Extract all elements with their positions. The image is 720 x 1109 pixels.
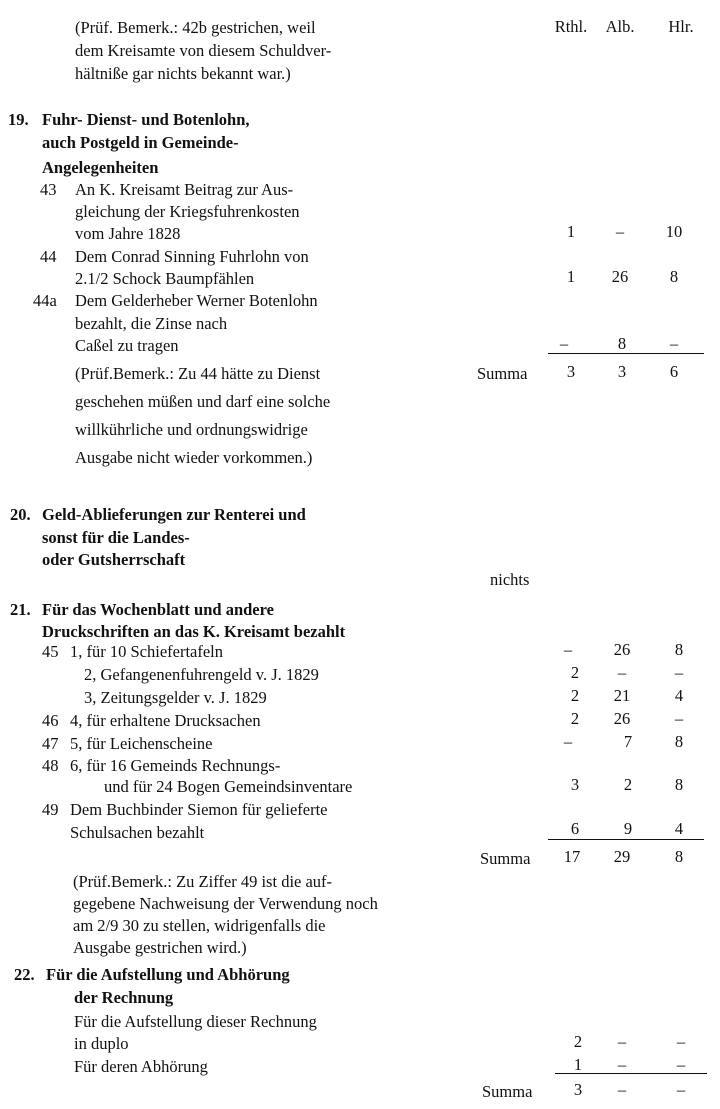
entry-text: Für die Aufstellung dieser Rechnung — [74, 1012, 317, 1031]
entry-number: 47 — [42, 734, 59, 753]
amount-hlr: 8 — [674, 732, 684, 751]
amount-alb: 26 — [611, 267, 629, 286]
note-line: (Prüf.Bemerk.: Zu Ziffer 49 ist die auf- — [73, 872, 333, 891]
note-line: Ausgabe nicht wieder vorkommen.) — [75, 448, 313, 467]
section-value: nichts — [490, 570, 530, 589]
amount-rthl: – — [563, 640, 573, 659]
summa-hlr: – — [676, 1080, 686, 1099]
entry-text: Für deren Abhörung — [74, 1057, 208, 1076]
entry-text: 2, Gefangenenfuhrengeld v. J. 1829 — [84, 665, 319, 684]
entry-text: 4, für erhaltene Drucksachen — [70, 711, 261, 730]
amount-hlr: 8 — [674, 775, 684, 794]
entry-text: 3, Zeitungsgelder v. J. 1829 — [84, 688, 267, 707]
amount-hlr: 4 — [674, 686, 684, 705]
summa-label: Summa — [477, 364, 528, 383]
summa-alb: – — [617, 1080, 627, 1099]
entry-number: 49 — [42, 800, 59, 819]
note-line: hältniße gar nichts bekannt war.) — [75, 64, 291, 83]
amount-rthl: 2 — [570, 686, 580, 705]
amount-hlr: – — [676, 1032, 686, 1051]
amount-rthl: 2 — [573, 1032, 583, 1051]
section-title: auch Postgeld in Gemeinde- — [42, 133, 239, 152]
amount-hlr: – — [676, 1055, 686, 1074]
entry-number: 46 — [42, 711, 59, 730]
sum-rule — [555, 1073, 707, 1074]
entry-text: vom Jahre 1828 — [75, 224, 181, 243]
sum-rule — [548, 353, 704, 354]
section-title: Angelegenheiten — [42, 158, 159, 177]
entry-text: Dem Buchbinder Siemon für gelieferte — [70, 800, 328, 819]
amount-rthl: 2 — [570, 663, 580, 682]
section-title: oder Gutsherrschaft — [42, 550, 186, 569]
section-number: 22. — [14, 965, 35, 984]
amount-rthl: 6 — [570, 819, 580, 838]
column-header-alb: Alb. — [605, 17, 635, 36]
amount-hlr: 10 — [665, 222, 683, 241]
entry-text: bezahlt, die Zinse nach — [75, 314, 228, 333]
section-number: 19. — [8, 110, 29, 129]
amount-alb: 7 — [623, 732, 633, 751]
section-title: Fuhr- Dienst- und Botenlohn, — [42, 110, 250, 129]
sum-rule — [548, 839, 704, 840]
note-line: Ausgabe gestrichen wird.) — [73, 938, 247, 957]
amount-rthl: 2 — [570, 709, 580, 728]
note-line: (Prüf. Bemerk.: 42b gestrichen, weil — [75, 18, 316, 37]
amount-hlr: 8 — [669, 267, 679, 286]
note-line: willkührliche und ordnungswidrige — [75, 420, 308, 439]
amount-alb: – — [617, 1032, 627, 1051]
amount-rthl: 1 — [566, 222, 576, 241]
summa-hlr: 8 — [674, 847, 684, 866]
amount-hlr: – — [669, 334, 679, 353]
section-number: 20. — [10, 505, 31, 524]
section-title: der Rechnung — [74, 988, 174, 1007]
summa-rthl: 17 — [563, 847, 581, 866]
note-line: dem Kreisamte von diesem Schuldver- — [75, 41, 332, 60]
summa-hlr: 6 — [669, 362, 679, 381]
entry-number: 48 — [42, 756, 59, 775]
entry-text: in duplo — [74, 1034, 129, 1053]
entry-text: Schulsachen bezahlt — [70, 823, 205, 842]
amount-alb: 21 — [613, 686, 631, 705]
amount-hlr: – — [674, 663, 684, 682]
summa-alb: 3 — [617, 362, 627, 381]
amount-rthl: – — [563, 732, 573, 751]
summa-label: Summa — [480, 849, 531, 868]
entry-text: An K. Kreisamt Beitrag zur Aus- — [75, 180, 294, 199]
summa-alb: 29 — [613, 847, 631, 866]
entry-text: 6, für 16 Gemeinds Rechnungs- — [70, 756, 281, 775]
section-title: Für die Aufstellung und Abhörung — [46, 965, 290, 984]
amount-hlr: – — [674, 709, 684, 728]
amount-rthl: 1 — [573, 1055, 583, 1074]
amount-alb: – — [617, 663, 627, 682]
note-line: geschehen müßen und darf eine solche — [75, 392, 331, 411]
summa-rthl: 3 — [566, 362, 576, 381]
entry-text: 1, für 10 Schiefertafeln — [70, 642, 224, 661]
entry-number: 44 — [40, 247, 57, 266]
note-line: am 2/9 30 zu stellen, widrigenfalls die — [73, 916, 326, 935]
amount-alb: 8 — [617, 334, 627, 353]
entry-number: 45 — [42, 642, 59, 661]
entry-text: gleichung der Kriegsfuhrenkosten — [75, 202, 300, 221]
summa-rthl: 3 — [573, 1080, 583, 1099]
amount-alb: 2 — [623, 775, 633, 794]
amount-rthl: 3 — [570, 775, 580, 794]
amount-hlr: 4 — [674, 819, 684, 838]
entry-text: Dem Gelderheber Werner Botenlohn — [75, 291, 318, 310]
amount-alb: 26 — [613, 640, 631, 659]
note-line: gegebene Nachweisung der Verwendung noch — [73, 894, 378, 913]
column-header-hlr: Hlr. — [668, 17, 694, 36]
section-number: 21. — [10, 600, 31, 619]
entry-number: 44a — [33, 291, 57, 310]
entry-number: 43 — [40, 180, 57, 199]
entry-text: Caßel zu tragen — [75, 336, 179, 355]
amount-alb: 9 — [623, 819, 633, 838]
amount-alb: – — [617, 1055, 627, 1074]
amount-hlr: 8 — [674, 640, 684, 659]
summa-label: Summa — [482, 1082, 533, 1101]
entry-text: 2.1/2 Schock Baumpfählen — [75, 269, 255, 288]
entry-text: Dem Conrad Sinning Fuhrlohn von — [75, 247, 309, 266]
amount-rthl: 1 — [566, 267, 576, 286]
column-header-rthl: Rthl. — [554, 17, 588, 36]
amount-rthl: – — [559, 334, 569, 353]
section-title: Für das Wochenblatt und andere — [42, 600, 274, 619]
note-line: (Prüf.Bemerk.: Zu 44 hätte zu Dienst — [75, 364, 321, 383]
section-title: Geld-Ablieferungen zur Renterei und — [42, 505, 306, 524]
amount-alb: 26 — [613, 709, 631, 728]
entry-text: und für 24 Bogen Gemeindsinventare — [104, 777, 353, 796]
section-title: Druckschriften an das K. Kreisamt bezahlt — [42, 622, 346, 641]
amount-alb: – — [615, 222, 625, 241]
entry-text: 5, für Leichenscheine — [70, 734, 213, 753]
section-title: sonst für die Landes- — [42, 528, 190, 547]
